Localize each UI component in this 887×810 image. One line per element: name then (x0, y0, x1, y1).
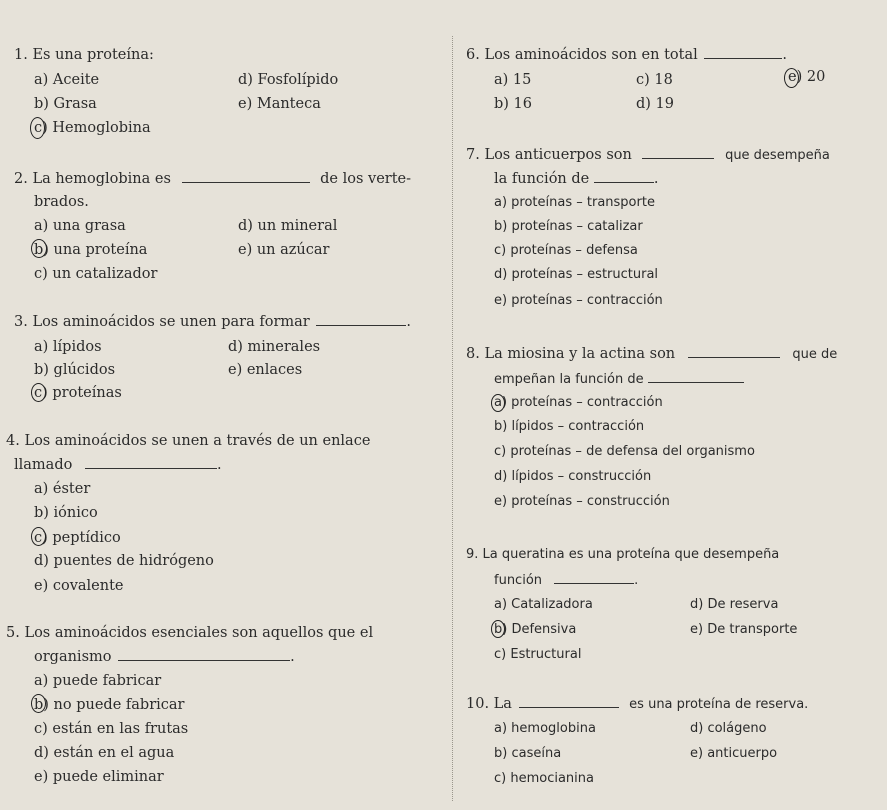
q2-stem-line2: brados. (34, 194, 89, 210)
q7-stem-part1b: que desempeña (725, 148, 830, 163)
q5-option-c[interactable]: c) están en las frutas (34, 721, 189, 737)
q8-blank-1[interactable] (688, 345, 780, 358)
q5-blank[interactable] (118, 648, 290, 661)
q8-stem-part1b: que de (792, 347, 838, 362)
q5-stem-text: organismo (34, 649, 112, 665)
q9-answer-circle (491, 620, 505, 638)
q3-option-c[interactable]: c) proteínas (34, 385, 122, 401)
q3-stem: 3. Los aminoácidos se unen para formar . (14, 314, 411, 330)
q8-option-b[interactable]: b) lípidos – contracción (494, 419, 645, 434)
q1-answer-circle (30, 117, 45, 139)
q8-stem-line2 (494, 370, 744, 389)
q4-answer-circle (31, 527, 46, 546)
q3-stem-text: 3. Los aminoácidos se unen para formar (14, 314, 310, 330)
q4-option-c[interactable]: c) peptídico (34, 530, 121, 546)
q9-option-e[interactable]: e) De transporte (690, 622, 798, 637)
q7-stem-text2: la función de (494, 171, 590, 187)
q7-option-c[interactable]: c) proteínas – defensa (494, 243, 638, 258)
q1-option-a[interactable]: a) Aceite (34, 72, 100, 88)
q4-option-b[interactable]: b) iónico (34, 505, 98, 521)
q3-blank[interactable] (316, 313, 406, 326)
q8-stem-line1 (466, 345, 837, 364)
q4-option-a[interactable]: a) éster (34, 481, 91, 497)
q3-option-d[interactable]: d) minerales (228, 339, 321, 355)
q10-option-a[interactable]: a) hemoglobina (494, 721, 596, 736)
q5-option-e[interactable]: e) puede eliminar (34, 769, 164, 785)
column-divider (452, 36, 453, 801)
q7-blank-2[interactable] (594, 170, 654, 183)
q4-option-d[interactable]: d) puentes de hidrógeno (34, 553, 214, 569)
q10-option-e[interactable]: e) anticuerpo (690, 746, 778, 761)
q9-stem-line2: función . (494, 573, 639, 588)
q2-answer-circle (31, 239, 47, 258)
q3-option-e[interactable]: e) enlaces (228, 362, 303, 378)
q4-stem-line1: 4. Los aminoácidos se unen a través de un enlace (6, 433, 371, 449)
q2-option-a[interactable]: a) una grasa (34, 218, 126, 234)
q7-option-b[interactable]: b) proteínas – catalizar (494, 219, 643, 234)
q7-stem-line2: la función de . (494, 171, 659, 187)
q1-option-e[interactable]: e) Manteca (238, 96, 321, 112)
q5-stem-line2: organismo . (34, 649, 295, 665)
q10-option-c[interactable]: c) hemocianina (494, 771, 594, 786)
q9-option-d[interactable]: d) De reserva (690, 597, 779, 612)
q4-stem-text: llamado (14, 457, 73, 473)
q8-option-a[interactable]: a) proteínas – contracción (494, 395, 663, 410)
q1-option-b[interactable]: b) Grasa (34, 96, 97, 112)
q2-stem-part1b: de los verte- (320, 171, 412, 187)
q4-blank[interactable] (85, 456, 217, 469)
q8-answer-circle (491, 394, 505, 412)
q7-stem-part1: 7. Los anticuerpos son (466, 147, 632, 163)
q7-blank-1[interactable] (642, 146, 714, 159)
q2-blank[interactable] (182, 170, 310, 183)
q1-stem: 1. Es una proteína: (14, 47, 154, 63)
q6-option-e[interactable]: e) 20 (788, 69, 826, 85)
q5-stem-line1: 5. Los aminoácidos esenciales son aquellos que el (6, 625, 374, 641)
q7-option-a[interactable]: a) proteínas – transporte (494, 195, 655, 210)
q5-answer-circle (31, 694, 46, 713)
q7-option-e[interactable]: e) proteínas – contracción (494, 293, 663, 308)
q7-stem-line1 (466, 146, 830, 165)
q2-option-d[interactable]: d) un mineral (238, 218, 338, 234)
q2-stem (14, 170, 411, 188)
q2-option-e[interactable]: e) un azúcar (238, 242, 330, 258)
q10-stem-part1: 10. La (466, 696, 512, 712)
q6-option-b[interactable]: b) 16 (494, 96, 532, 112)
q9-stem-line1: 9. La queratina es una proteína que desempeña (466, 547, 780, 562)
q8-blank-2[interactable] (648, 370, 744, 383)
q6-blank[interactable] (704, 46, 782, 59)
q6-option-a[interactable]: a) 15 (494, 72, 532, 88)
q6-option-d[interactable]: d) 19 (636, 96, 674, 112)
q9-option-a[interactable]: a) Catalizadora (494, 597, 593, 612)
q6-stem: 6. Los aminoácidos son en total . (466, 47, 787, 63)
q10-blank[interactable] (519, 695, 619, 708)
q9-option-b[interactable]: b) Defensiva (494, 622, 577, 637)
q8-option-c[interactable]: c) proteínas – de defensa del organismo (494, 444, 755, 459)
q8-stem-text2: empeñan la función de (494, 372, 644, 387)
q3-option-b[interactable]: b) glúcidos (34, 362, 116, 378)
q10-stem-part1b: es una proteína de reserva. (629, 697, 809, 712)
q10-stem (466, 695, 808, 714)
q5-option-d[interactable]: d) están en el agua (34, 745, 175, 761)
q3-answer-circle (31, 383, 46, 402)
q5-option-b[interactable]: b) no puede fabricar (34, 697, 185, 713)
q8-option-e[interactable]: e) proteínas – construcción (494, 494, 670, 509)
q6-option-c[interactable]: c) 18 (636, 72, 673, 88)
q2-option-c[interactable]: c) un catalizador (34, 266, 158, 282)
q10-option-b[interactable]: b) caseína (494, 746, 562, 761)
q10-option-d[interactable]: d) colágeno (690, 721, 767, 736)
q2-option-b[interactable]: b) una proteína (34, 242, 148, 258)
q9-blank[interactable] (554, 571, 634, 584)
q1-option-c[interactable]: c) Hemoglobina (34, 120, 151, 136)
q4-option-e[interactable]: e) covalente (34, 578, 124, 594)
q1-option-d[interactable]: d) Fosfolípido (238, 72, 339, 88)
q2-stem-part1: 2. La hemoglobina es (14, 171, 171, 187)
q4-stem-line2: llamado . (14, 457, 222, 473)
q5-option-a[interactable]: a) puede fabricar (34, 673, 162, 689)
q9-option-c[interactable]: c) Estructural (494, 647, 582, 662)
q9-stem-text2: función (494, 573, 543, 588)
q7-option-d[interactable]: d) proteínas – estructural (494, 267, 659, 282)
q3-option-a[interactable]: a) lípidos (34, 339, 102, 355)
q8-option-d[interactable]: d) lípidos – construcción (494, 469, 652, 484)
q6-answer-circle (784, 68, 799, 88)
q8-stem-part1: 8. La miosina y la actina son (466, 346, 676, 362)
q6-stem-text: 6. Los aminoácidos son en total (466, 47, 698, 63)
